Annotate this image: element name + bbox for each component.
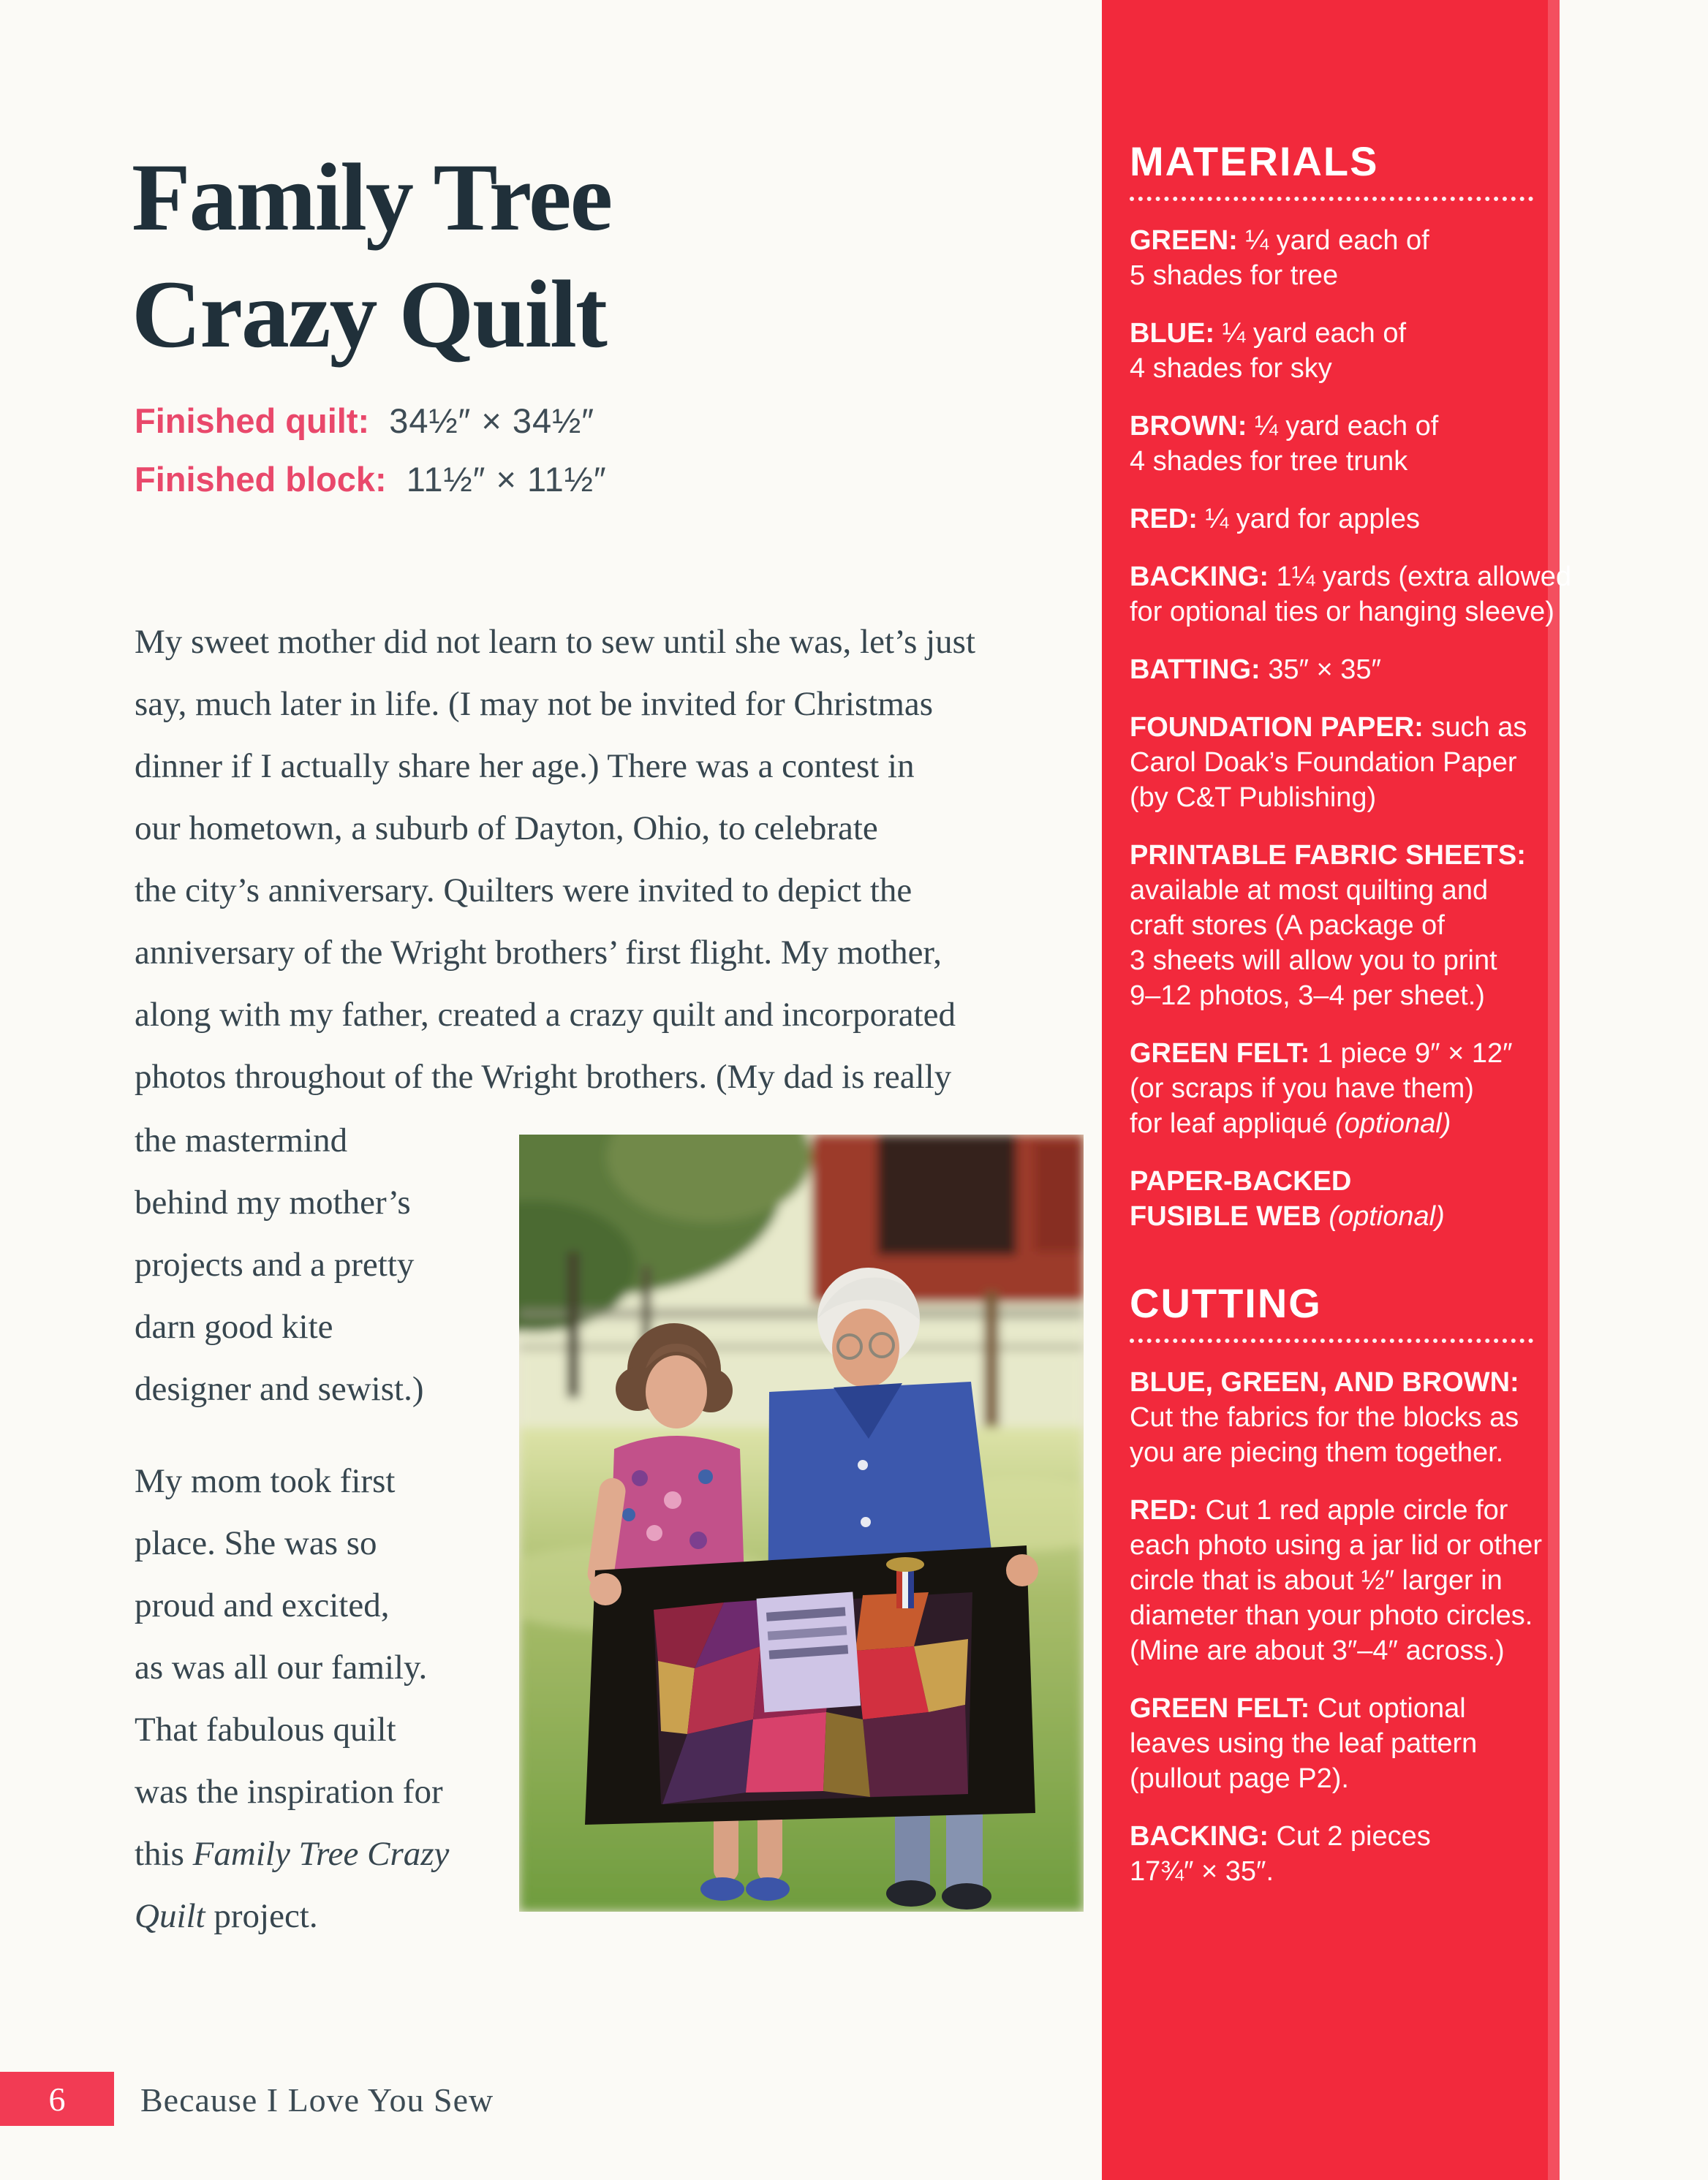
materials-list [1130, 223, 1571, 1234]
book-title: Because I Love You Sew [140, 2081, 494, 2119]
text-run: as was all our family. [135, 1649, 428, 1687]
photo-patch [757, 1592, 861, 1713]
text-run: 1 piece 9″ × 12″ [1310, 1038, 1513, 1069]
text-line [1130, 873, 1533, 908]
text-run: RED: [1130, 504, 1198, 534]
text-line [1130, 502, 1533, 537]
page-number: 6 [48, 2080, 66, 2118]
sidebar-item [1130, 316, 1533, 386]
text-line [1130, 1036, 1533, 1071]
text-line: anniversary of the Wright brothers’ first flight. My mother, [135, 934, 942, 972]
text-run: FOUNDATION PAPER: [1130, 712, 1424, 743]
text-run: (or scraps if you have them) [1130, 1073, 1474, 1104]
text-line [1130, 1199, 1533, 1234]
text-run: BLUE, GREEN, AND BROWN: [1130, 1367, 1519, 1398]
crazy-quilt [585, 1545, 1038, 1825]
page-number-tab [0, 2072, 114, 2126]
sidebar-item [1130, 1365, 1533, 1470]
text-line [1130, 594, 1554, 629]
text-line [1130, 223, 1533, 258]
text-line [1130, 1493, 1533, 1528]
text-run: 4 shades for tree trunk [1130, 446, 1408, 477]
sidebar-item [1130, 838, 1533, 1013]
page-title-line-1: Family Tree [132, 143, 612, 251]
text-line: say, much later in life. (I may not be invited for Christmas [135, 685, 934, 723]
text-line [1130, 978, 1533, 1013]
text-line: our hometown, a suburb of Dayton, Ohio, to celebrate [135, 809, 878, 847]
materials-dotted-rule [1130, 197, 1533, 201]
text-line [1130, 1633, 1533, 1668]
text-run: diameter than your photo circles. [1130, 1600, 1533, 1631]
text-line [135, 1761, 529, 1823]
text-run: BROWN: [1130, 411, 1247, 442]
text-line: the city’s anniversary. Quilters were invited to depict the [135, 871, 912, 909]
text-line [135, 1575, 529, 1637]
text-run: 1¼ yards (extra allowed [1268, 561, 1571, 592]
text-line [135, 1699, 529, 1761]
text-line [1130, 1761, 1533, 1796]
text-line: My sweet mother did not learn to sew until she was, let’s just [135, 623, 976, 661]
text-line [1130, 1726, 1533, 1761]
text-run: circle that is about ½″ larger in [1130, 1565, 1503, 1596]
text-line [1130, 780, 1533, 815]
text-run: craft stores (A package of [1130, 910, 1445, 941]
finished-quilt-spec [135, 401, 607, 459]
text-line [1130, 745, 1533, 780]
text-line: the mastermind [135, 1121, 348, 1159]
text-line [1130, 1691, 1533, 1726]
text-run: for leaf appliqué [1130, 1108, 1335, 1139]
wrap-paragraph-1 [135, 1110, 529, 1420]
text-run: this [135, 1835, 193, 1873]
text-run: (optional) [1329, 1201, 1445, 1232]
text-run: was the inspiration for [135, 1773, 443, 1811]
text-run: (Mine are about 3″–4″ across.) [1130, 1635, 1505, 1666]
text-run: GREEN FELT: [1130, 1038, 1310, 1069]
text-line [1130, 1435, 1533, 1470]
text-run: RED: [1130, 1495, 1198, 1526]
text-line [1130, 559, 1571, 594]
text-run: BACKING: [1130, 1821, 1269, 1852]
text-run: proud and excited, [135, 1586, 390, 1624]
text-line [135, 1450, 529, 1513]
text-run: project. [205, 1897, 318, 1935]
intro-paragraph [135, 611, 1100, 1108]
text-run: BATTING: [1130, 654, 1261, 685]
text-run: GREEN FELT: [1130, 1693, 1310, 1724]
text-run: 9–12 photos, 3–4 per sheet.) [1130, 980, 1485, 1011]
text-run: ¼ yard each of [1214, 318, 1407, 349]
text-run: PAPER-BACKED [1130, 1166, 1352, 1197]
sidebar-item [1130, 559, 1571, 629]
text-run: Cut the fabrics for the blocks as [1130, 1402, 1519, 1433]
text-line [1130, 710, 1533, 745]
finished-block-label: Finished block: [135, 460, 387, 499]
text-run: GREEN: [1130, 225, 1238, 256]
text-line: photos throughout of the Wright brothers. (My dad is really [135, 1058, 952, 1096]
text-line [1130, 1819, 1533, 1854]
text-line [1130, 409, 1533, 444]
text-line [1130, 652, 1533, 687]
finished-specs [135, 401, 607, 518]
photo-illustration [519, 1135, 1084, 1912]
page-title [132, 139, 611, 373]
text-run: PRINTABLE FABRIC SHEETS: [1130, 840, 1526, 871]
text-line: along with my father, created a crazy quilt and incorporated [135, 996, 956, 1034]
text-line [1130, 1528, 1543, 1563]
text-run: 3 sheets will allow you to print [1130, 945, 1497, 976]
wrap-paragraph-2 [135, 1450, 529, 1948]
text-line: projects and a pretty [135, 1246, 415, 1284]
text-run: Carol Doak’s Foundation Paper [1130, 747, 1517, 778]
text-run: My mom took first [135, 1462, 396, 1500]
text-run: BACKING: [1130, 561, 1269, 592]
text-line [135, 1823, 529, 1885]
text-line [1130, 943, 1533, 978]
text-line: designer and sewist.) [135, 1370, 424, 1408]
text-line [1130, 351, 1533, 386]
text-line [1130, 1164, 1533, 1199]
text-line [1130, 1071, 1533, 1106]
finished-block-spec [135, 459, 607, 518]
text-run: 17¾″ × 35″. [1130, 1856, 1274, 1887]
text-line [1130, 1106, 1533, 1141]
sidebar-item [1130, 502, 1533, 537]
text-run: (by C&T Publishing) [1130, 782, 1377, 813]
sidebar-item [1130, 1036, 1533, 1141]
finished-quilt-label: Finished quilt: [135, 401, 370, 440]
sidebar-item [1130, 1691, 1533, 1796]
text-run: Quilt [135, 1897, 205, 1935]
text-line [1130, 1563, 1533, 1598]
sidebar-item [1130, 652, 1533, 687]
text-run: (pullout page P2). [1130, 1763, 1349, 1794]
woman-hand [589, 1573, 621, 1605]
text-line [1130, 838, 1533, 873]
text-run: for optional ties or hanging sleeve) [1130, 597, 1554, 627]
sidebar-item [1130, 1819, 1533, 1889]
cutting-list [1130, 1365, 1543, 1889]
text-run: you are piecing them together. [1130, 1437, 1504, 1468]
sidebar-item [1130, 710, 1533, 815]
page-title-line-2: Crazy Quilt [132, 260, 606, 368]
man-hand [1006, 1554, 1038, 1586]
text-line [135, 1637, 529, 1699]
text-line [135, 1513, 529, 1575]
text-run: such as [1423, 712, 1527, 743]
text-line: darn good kite [135, 1308, 333, 1346]
text-run: 35″ × 35″ [1260, 654, 1382, 685]
text-run: (optional) [1334, 1108, 1451, 1139]
sidebar-item [1130, 409, 1533, 479]
text-run: ¼ yard for apples [1197, 504, 1421, 534]
text-run: 5 shades for tree [1130, 260, 1339, 291]
text-run: Cut optional [1310, 1693, 1466, 1724]
text-line [1130, 258, 1533, 293]
text-run: leaves using the leaf pattern [1130, 1728, 1478, 1759]
text-run: place. She was so [135, 1524, 377, 1562]
text-run: available at most quilting and [1130, 875, 1489, 906]
text-line: behind my mother’s [135, 1184, 411, 1222]
text-line: dinner if I actually share her age.) There was a contest in [135, 747, 915, 785]
materials-heading: MATERIALS [1130, 138, 1379, 184]
cutting-heading: CUTTING [1130, 1280, 1322, 1326]
sidebar-panel [1102, 0, 1571, 2180]
finished-block-value: 11½″ × 11½″ [406, 460, 607, 499]
sidebar-item [1130, 1164, 1533, 1234]
text-line [1130, 1598, 1533, 1633]
text-run: Cut 1 red apple circle for [1197, 1495, 1508, 1526]
text-run: ¼ yard each of [1247, 411, 1439, 442]
photo-couple-holding-quilt [519, 1135, 1084, 1912]
text-run: That fabulous quilt [135, 1711, 396, 1749]
text-line [1130, 1365, 1533, 1400]
text-line [1130, 444, 1533, 479]
text-run: each photo using a jar lid or other [1130, 1530, 1543, 1561]
text-run: ¼ yard each of [1237, 225, 1429, 256]
text-run: BLUE: [1130, 318, 1215, 349]
text-line [135, 1885, 529, 1948]
finished-quilt-value: 34½″ × 34½″ [389, 401, 594, 440]
text-run: Family Tree Crazy [192, 1835, 450, 1873]
text-line [1130, 1854, 1533, 1889]
sidebar-item [1130, 1493, 1543, 1668]
text-run: FUSIBLE WEB [1130, 1201, 1329, 1232]
text-run: 4 shades for sky [1130, 353, 1332, 384]
cutting-dotted-rule [1130, 1339, 1533, 1343]
sidebar-item [1130, 223, 1533, 293]
text-line [1130, 1400, 1533, 1435]
text-run: Cut 2 pieces [1268, 1821, 1431, 1852]
text-line [1130, 908, 1533, 943]
text-line [1130, 316, 1533, 351]
